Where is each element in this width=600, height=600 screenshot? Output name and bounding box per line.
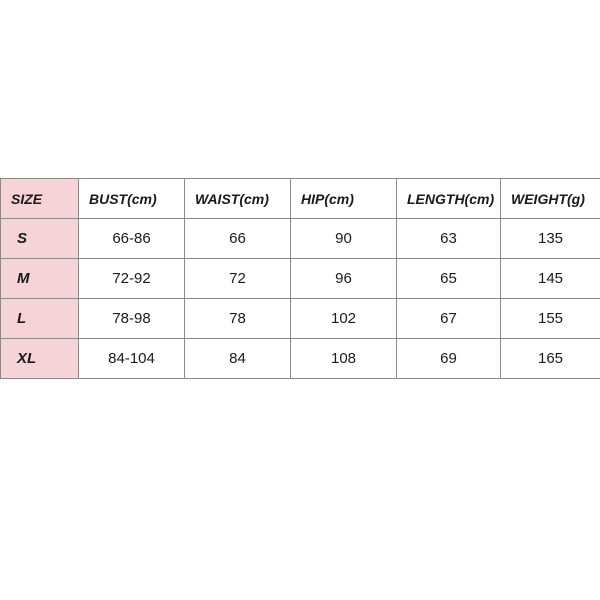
hip-value: 96 <box>291 259 397 299</box>
table-row <box>1 339 600 379</box>
size-label: M <box>1 259 79 299</box>
waist-value: 66 <box>185 219 291 259</box>
bust-value: 72-92 <box>79 259 185 299</box>
header-length: LENGTH(cm) <box>397 179 501 219</box>
weight-value: 155 <box>501 299 600 339</box>
header-size: SIZE <box>1 179 79 219</box>
hip-value: 108 <box>291 339 397 379</box>
waist-value: 84 <box>185 339 291 379</box>
weight-value: 165 <box>501 339 600 379</box>
length-value: 63 <box>397 219 501 259</box>
size-label: XL <box>1 339 79 379</box>
bust-value: 66-86 <box>79 219 185 259</box>
length-value: 69 <box>397 339 501 379</box>
header-waist: WAIST(cm) <box>185 179 291 219</box>
hip-value: 90 <box>291 219 397 259</box>
weight-value: 145 <box>501 259 600 299</box>
table-row <box>1 259 600 299</box>
waist-value: 78 <box>185 299 291 339</box>
bust-value: 84-104 <box>79 339 185 379</box>
size-label: L <box>1 299 79 339</box>
header-bust: BUST(cm) <box>79 179 185 219</box>
size-chart-table <box>0 178 600 379</box>
header-hip: HIP(cm) <box>291 179 397 219</box>
weight-value: 135 <box>501 219 600 259</box>
header-row <box>1 179 600 219</box>
table-row <box>1 299 600 339</box>
hip-value: 102 <box>291 299 397 339</box>
size-label: S <box>1 219 79 259</box>
length-value: 67 <box>397 299 501 339</box>
waist-value: 72 <box>185 259 291 299</box>
header-weight: WEIGHT(g) <box>501 179 600 219</box>
bust-value: 78-98 <box>79 299 185 339</box>
table-row <box>1 219 600 259</box>
length-value: 65 <box>397 259 501 299</box>
